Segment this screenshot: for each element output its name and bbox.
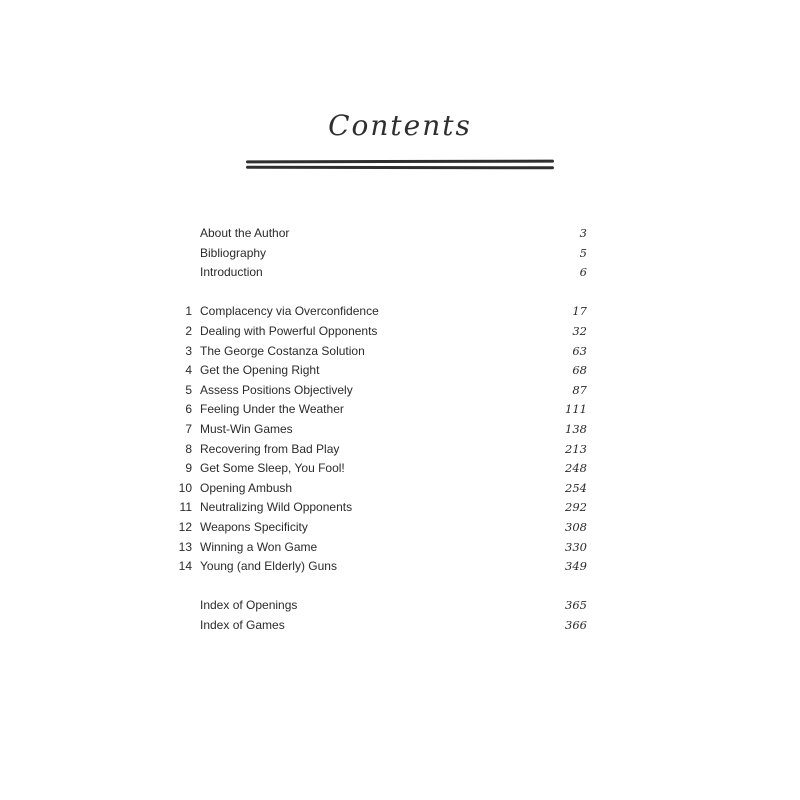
chapter-page: 292 — [565, 500, 587, 515]
title-underline-bottom — [246, 166, 554, 170]
entry-title: Index of Openings — [200, 598, 298, 613]
chapter-page: 68 — [572, 363, 587, 378]
chapter-number: 11 — [179, 500, 192, 515]
chapter-page: 32 — [572, 323, 587, 338]
chapter-number: 14 — [178, 559, 192, 574]
chapter-page: 17 — [572, 304, 587, 319]
chapter-entry — [168, 459, 590, 479]
chapter-number: 6 — [185, 402, 192, 417]
chapter-title: Feeling Under the Weather — [200, 402, 344, 417]
entry-page: 366 — [565, 617, 587, 632]
chapter-title: Recovering from Bad Play — [200, 441, 340, 456]
chapter-title: Winning a Won Game — [200, 539, 318, 554]
chapter-title: Get Some Sleep, You Fool! — [200, 461, 345, 476]
chapter-number: 12 — [178, 519, 192, 534]
table-of-contents — [168, 224, 590, 655]
chapter-entry — [168, 498, 590, 518]
chapter-number: 8 — [185, 441, 192, 456]
chapter-page: 138 — [565, 421, 587, 436]
chapter-number: 13 — [178, 539, 192, 554]
entry-page: 6 — [579, 265, 587, 280]
chapter-page: 87 — [572, 382, 587, 397]
entry-page: 365 — [565, 598, 587, 613]
chapter-page: 330 — [565, 539, 587, 554]
entry-title: Bibliography — [200, 245, 267, 260]
toc-entry — [168, 263, 590, 283]
chapter-page: 248 — [565, 461, 587, 476]
chapter-title: Complacency via Overconfidence — [200, 304, 379, 319]
chapter-number: 10 — [178, 480, 192, 495]
chapter-entry — [168, 538, 590, 558]
entry-page: 5 — [579, 245, 587, 260]
page-title: Contents — [328, 109, 472, 142]
chapter-number: 9 — [185, 461, 192, 476]
entry-page: 3 — [579, 226, 587, 240]
chapter-title: Opening Ambush — [200, 480, 293, 495]
chapters-section — [168, 302, 590, 576]
toc-entry — [168, 616, 590, 636]
chapter-number: 7 — [185, 421, 192, 436]
entry-title: About the Author — [200, 226, 290, 240]
chapter-title: Get the Opening Right — [200, 363, 320, 378]
chapter-page: 308 — [565, 519, 587, 534]
toc-entry — [168, 596, 590, 616]
entry-title: Index of Games — [200, 617, 285, 632]
chapter-title: Assess Positions Objectively — [200, 382, 353, 397]
chapter-number: 2 — [185, 323, 192, 338]
chapter-entry — [168, 381, 590, 401]
toc-entry — [168, 224, 590, 244]
chapter-entry — [168, 557, 590, 577]
toc-entry — [168, 244, 590, 264]
chapter-number: 5 — [185, 382, 192, 397]
chapter-number: 3 — [185, 343, 192, 358]
chapter-entry — [168, 518, 590, 538]
chapter-page: 349 — [565, 559, 587, 574]
chapter-title: The George Costanza Solution — [200, 343, 365, 358]
chapter-entry — [168, 400, 590, 420]
back-matter-section — [168, 596, 590, 635]
chapter-title: Dealing with Powerful Opponents — [200, 323, 378, 338]
chapter-entry — [168, 361, 590, 381]
chapter-title: Must-Win Games — [200, 421, 293, 436]
chapter-page: 254 — [565, 480, 587, 495]
chapter-title: Weapons Specificity — [200, 519, 308, 534]
chapter-number: 4 — [185, 363, 192, 378]
chapter-title: Young (and Elderly) Guns — [200, 559, 337, 574]
chapter-page: 111 — [565, 402, 587, 417]
entry-title: Introduction — [200, 265, 263, 280]
chapter-title: Neutralizing Wild Opponents — [200, 500, 353, 515]
chapter-entry — [168, 302, 590, 322]
chapter-page: 63 — [572, 343, 587, 358]
chapter-entry — [168, 420, 590, 440]
chapter-entry — [168, 322, 590, 342]
chapter-entry — [168, 342, 590, 362]
chapter-entry — [168, 479, 590, 499]
front-matter-section — [168, 224, 590, 283]
title-underline-top — [246, 160, 554, 164]
chapter-page: 213 — [565, 441, 587, 456]
chapter-number: 1 — [185, 304, 192, 319]
chapter-entry — [168, 440, 590, 460]
